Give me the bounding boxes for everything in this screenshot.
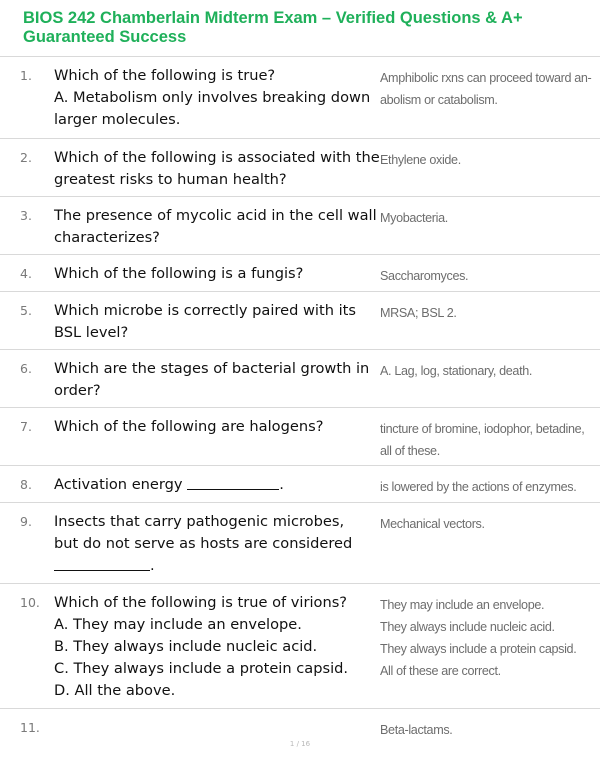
question-number: 1. [20,68,32,83]
fill-in-blank [187,475,279,490]
question-row-11 [0,708,600,744]
answer-text: Beta-lactams. [380,723,453,737]
answer-text: tincture of bromine, iodophor, betadine, all of these. [380,422,585,458]
question-row-4 [0,254,600,291]
answer-text: Mechanical vectors. [380,517,485,531]
question-number: 2. [20,150,32,165]
question-row-6 [0,349,600,407]
question-list [0,56,600,744]
question-number: 9. [20,514,32,529]
answer-text: A. Lag, log, stationary, death. [380,364,533,378]
question-text: Which of the following is true? A. Metabolism only involves breaking down larger molecules. [54,67,371,128]
question-text: Insects that carry pathogenic microbes, but do not serve as hosts are considered . [54,513,353,574]
answer-text: Saccharomyces. [380,269,469,283]
answer-text: is lowered by the actions of enzymes. [380,480,577,494]
answer-text: They may include an envelope. They always include nucleic acid. They always include a protein capsid. All of these are correct. [380,598,577,678]
page-indicator: 1 / 16 [289,740,311,748]
answer-text: MRSA; BSL 2. [380,306,457,320]
question-text: Which are the stages of bacterial growth in order? [54,360,370,399]
question-row-3 [0,196,600,254]
question-number: 7. [20,419,32,434]
answer-text: Myobacteria. [380,211,448,225]
question-row-8 [0,465,600,502]
question-number: 11. [20,720,40,735]
question-number: 5. [20,303,32,318]
question-text: Which of the following is a fungis? [54,265,304,282]
question-number: 8. [20,477,32,492]
question-row-10 [0,583,600,708]
question-row-7 [0,407,600,465]
question-text: Which of the following is associated with the greatest risks to human health? [54,149,380,188]
fill-in-blank [54,556,150,571]
question-row-9 [0,502,600,583]
document-title: BIOS 242 Chamberlain Midterm Exam – Verified Questions & A+ Guaranteed Success [23,9,523,46]
question-text: Which microbe is correctly paired with its BSL level? [54,302,356,341]
question-number: 10. [20,595,40,610]
answer-text: Amphibolic rxns can proceed toward an- abolism or catabolism. [380,71,592,107]
question-number: 3. [20,208,32,223]
question-text: Activation energy . [54,476,284,493]
question-text: Which of the following is true of virions? A. They may include an envelope. B. They always include nucleic acid. C. They always include a protein capsid. D. All the above. [54,594,349,699]
question-text: The presence of mycolic acid in the cell wall characterizes? [54,207,377,246]
answer-text: Ethylene oxide. [380,153,461,167]
question-row-5 [0,291,600,349]
question-number: 6. [20,361,32,376]
question-row-1 [0,56,600,138]
question-text: Which of the following are halogens? [54,418,324,435]
question-row-2 [0,138,600,196]
question-number: 4. [20,266,32,281]
